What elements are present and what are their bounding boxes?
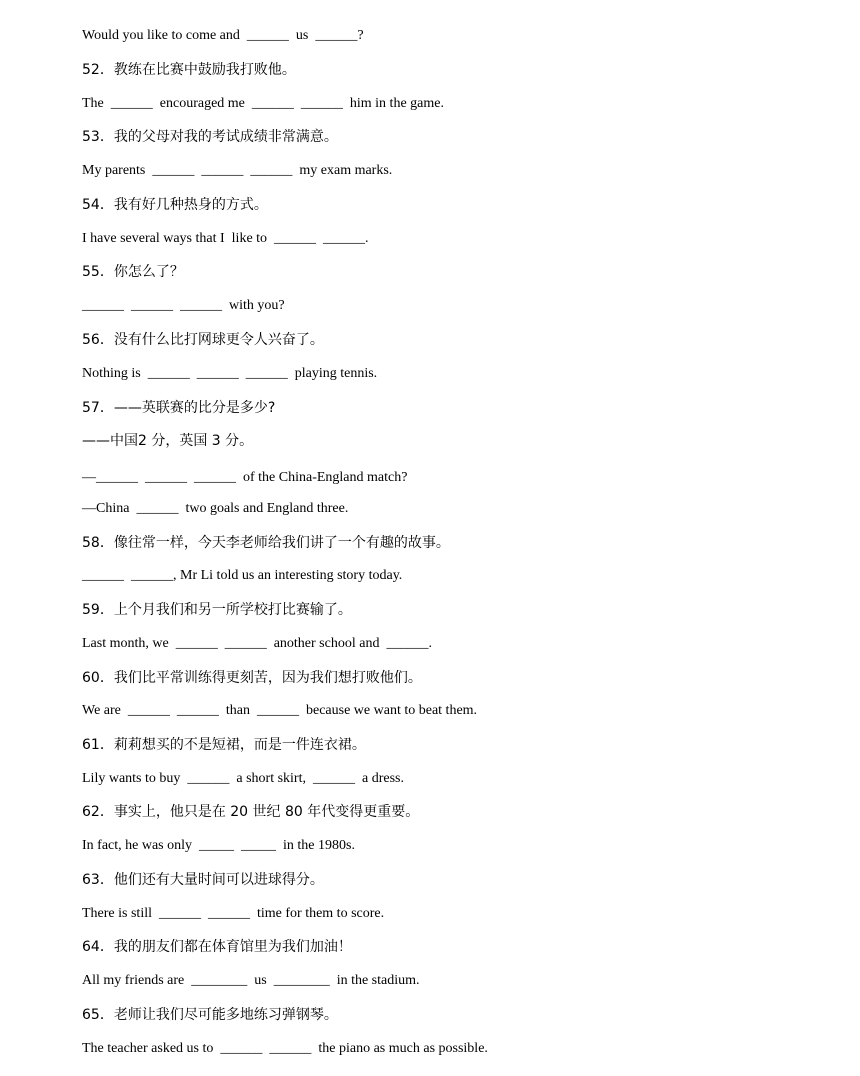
question-57-chinese-q: 57．——英联赛的比分是多少? — [82, 400, 276, 416]
question-53-chinese: 53．我的父母对我的考试成绩非常满意。 — [82, 129, 338, 145]
question-60-english: We are ______ ______ than ______ because we want to beat them. — [82, 703, 478, 718]
question-58-english: ______ ______, Mr Li told us an interesting story today. — [82, 568, 403, 583]
question-62-english: In fact, he was only _____ _____ in the 1980s. — [82, 838, 355, 853]
question-52-english: The ______ encouraged me ______ ______ him in the game. — [82, 96, 444, 111]
question-60-chinese: 60．我们比平常训练得更刻苦，因为我们想打败他们。 — [82, 670, 422, 686]
question-61-chinese: 61．莉莉想买的不是短裙，而是一件连衣裙。 — [82, 737, 366, 753]
question-64-english: All my friends are ________ us ________ in the stadium. — [82, 973, 420, 988]
question-52-chinese: 52．教练在比赛中鼓励我打败他。 — [82, 62, 296, 78]
question-57-english-q: —______ ______ ______ of the China-England match? — [82, 470, 408, 485]
question-65-chinese: 65．老师让我们尽可能多地练习弹钢琴。 — [82, 1007, 338, 1023]
question-58-chinese: 58．像往常一样，今天李老师给我们讲了一个有趣的故事。 — [82, 535, 450, 551]
question-63-english: There is still ______ ______ time for them to score. — [82, 906, 385, 921]
question-57-english-a: —China ______ two goals and England three. — [82, 501, 349, 516]
question-59-chinese: 59．上个月我们和另一所学校打比赛输了。 — [82, 602, 352, 618]
question-51-english: Would you like to come and ______ us ______? — [82, 28, 364, 43]
question-55-english: ______ ______ ______ with you? — [82, 298, 285, 313]
question-56-chinese: 56．没有什么比打网球更令人兴奋了。 — [82, 332, 324, 348]
question-62-chinese: 62．事实上，他只是在 20 世纪 80 年代变得更重要。 — [82, 804, 420, 820]
question-57-chinese-a: ——中国2 分，英国 3 分。 — [82, 433, 254, 449]
question-53-english: My parents ______ ______ ______ my exam marks. — [82, 163, 393, 178]
question-64-chinese: 64．我的朋友们都在体育馆里为我们加油！ — [82, 939, 352, 955]
question-61-english: Lily wants to buy ______ a short skirt, ______ a dress. — [82, 771, 404, 786]
question-56-english: Nothing is ______ ______ ______ playing tennis. — [82, 366, 378, 381]
question-65-english: The teacher asked us to ______ ______ the piano as much as possible. — [82, 1041, 488, 1056]
question-59-english: Last month, we ______ ______ another school and ______. — [82, 636, 432, 651]
question-54-english: I have several ways that I like to ______ ______. — [82, 231, 369, 246]
question-63-chinese: 63．他们还有大量时间可以进球得分。 — [82, 872, 324, 888]
question-54-chinese: 54．我有好几种热身的方式。 — [82, 197, 268, 213]
question-55-chinese: 55．你怎么了？ — [82, 264, 184, 280]
